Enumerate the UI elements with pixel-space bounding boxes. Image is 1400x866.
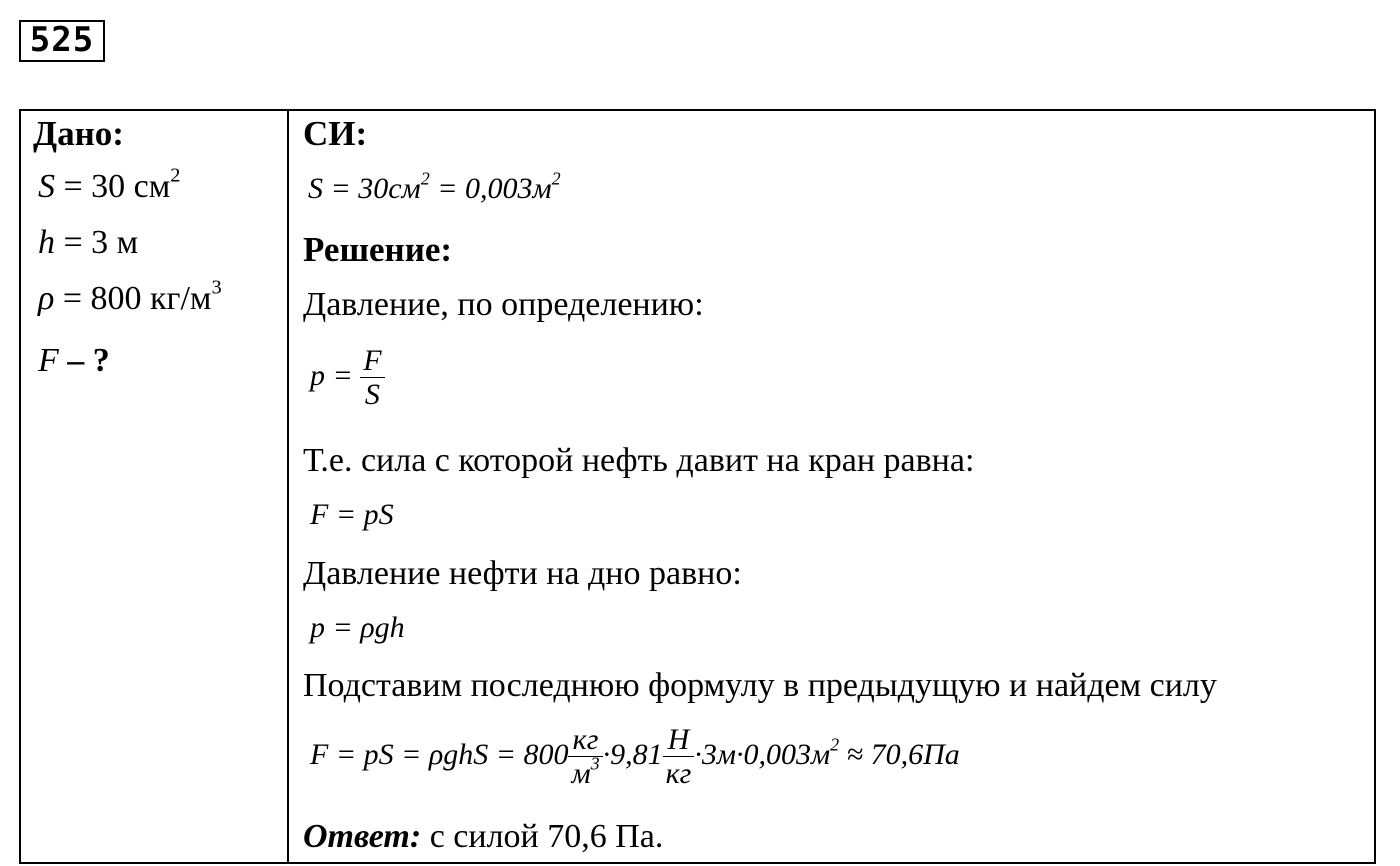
answer-line [303,818,663,856]
formula-hydrostatic: p = ρgh [310,611,405,644]
formula-pressure-definition: p = $\frac{F}{S}$ [310,344,385,413]
column-divider [287,109,289,864]
given-unknown: F – ? [38,342,110,379]
given-title: Дано: [33,114,124,153]
solution-title: Решение: [303,230,453,269]
si-title: СИ: [303,114,368,153]
given-area: S = 30 $см^2$ [38,164,181,205]
solution-line-bottom-pressure: Давление нефти на дно равно: [303,555,742,592]
formula-force: F = pS [310,498,394,531]
solution-line-definition: Давление, по определению: [303,286,704,323]
formula-final-calculation: F = pS = ρghS = 800 $\frac{кг}{м^3}$ ·9,81 $\frac{Н}{кг}$ $\cdot 3м\cdot 0,003м^2 \approx 70,6Па$ [310,723,960,790]
given-height: h = 3 м [38,224,139,261]
solution-line-force: Т.е. сила с которой нефть давит на кран равна: [303,442,975,479]
problem-number: 525 [19,20,105,62]
si-conversion: $S = 30см^2 = 0,003м^2$ [308,168,561,205]
answer-text: с силой 70,6 Па. [421,818,664,855]
answer-label: Ответ: [303,818,422,855]
solution-line-substitute: Подставим последнюю формулу в предыдущую и найдем силу [303,667,1217,704]
given-density: ρ = 800 $кг/м^3$ [38,276,222,317]
